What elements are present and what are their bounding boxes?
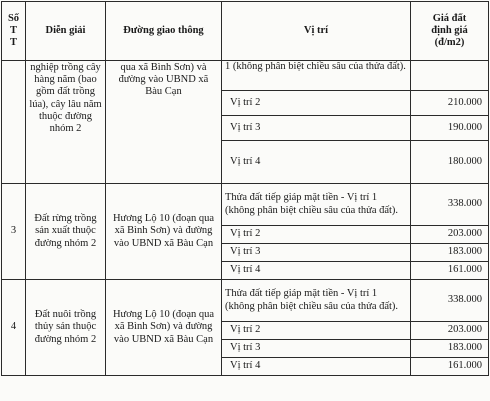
dien-giai-cell: Đất rừng trồng sản xuất thuộc đường nhóm 2: [26, 184, 106, 280]
vi-tri-cell: Vị trí 3: [222, 116, 411, 141]
header-dien-giai: Diễn giải: [26, 2, 106, 61]
vi-tri-cell: Vị trí 4: [222, 358, 411, 376]
header-stt: Số T T: [2, 2, 26, 61]
vi-tri-cell: Vị trí 4: [222, 262, 411, 280]
gia-cell: 338.000: [411, 280, 489, 322]
vi-tri-cell: Thửa đất tiếp giáp mặt tiền - Vị trí 1 (không phân biệt chiều sâu của thửa đất).: [222, 184, 411, 226]
vi-tri-cell: Vị trí 2: [222, 226, 411, 244]
vi-tri-cell: Vị trí 3: [222, 244, 411, 262]
stt-cell: 4: [2, 280, 26, 376]
gia-cell: 161.000: [411, 262, 489, 280]
gia-cell: 210.000: [411, 91, 489, 116]
stt-cell: [2, 61, 26, 184]
gia-cell: 203.000: [411, 322, 489, 340]
header-gia-dat: Giá đất định giá (đ/m2): [411, 2, 489, 61]
header-duong-giao-thong: Đường giao thông: [106, 2, 222, 61]
dien-giai-cell: Đất nuôi trồng thủy sản thuộc đường nhóm 2: [26, 280, 106, 376]
duong-cell: Hương Lộ 10 (đoạn qua xã Bình Sơn) và đường vào UBND xã Bàu Cạn: [106, 184, 222, 280]
vi-tri-cell: Vị trí 2: [222, 322, 411, 340]
vi-tri-cell: Vị trí 2: [222, 91, 411, 116]
gia-cell: [411, 61, 489, 91]
gia-cell: 190.000: [411, 116, 489, 141]
land-price-table: [1, 1, 489, 376]
vi-tri-cell: 1 (không phân biệt chiều sâu của thửa đất).: [222, 61, 411, 91]
table-row: [2, 184, 489, 226]
gia-cell: 183.000: [411, 340, 489, 358]
header-row: [2, 2, 489, 61]
dien-giai-cell: nghiệp trồng cây hàng năm (bao gồm đất trồng lúa), cây lâu năm thuộc đường nhóm 2: [26, 61, 106, 184]
vi-tri-cell: Thửa đất tiếp giáp mặt tiền - Vị trí 1 (không phân biệt chiều sâu của thửa đất).: [222, 280, 411, 322]
stt-cell: 3: [2, 184, 26, 280]
gia-cell: 183.000: [411, 244, 489, 262]
duong-cell: Hương Lộ 10 (đoạn qua xã Bình Sơn) và đường vào UBND xã Bàu Cạn: [106, 280, 222, 376]
table-row: [2, 280, 489, 322]
gia-cell: 161.000: [411, 358, 489, 376]
header-vi-tri: Vị trí: [222, 2, 411, 61]
vi-tri-cell: Vị trí 3: [222, 340, 411, 358]
vi-tri-cell: Vị trí 4: [222, 141, 411, 184]
duong-cell: qua xã Bình Sơn) và đường vào UBND xã Bàu Cạn: [106, 61, 222, 184]
gia-cell: 338.000: [411, 184, 489, 226]
gia-cell: 203.000: [411, 226, 489, 244]
gia-cell: 180.000: [411, 141, 489, 184]
table-row: [2, 61, 489, 91]
